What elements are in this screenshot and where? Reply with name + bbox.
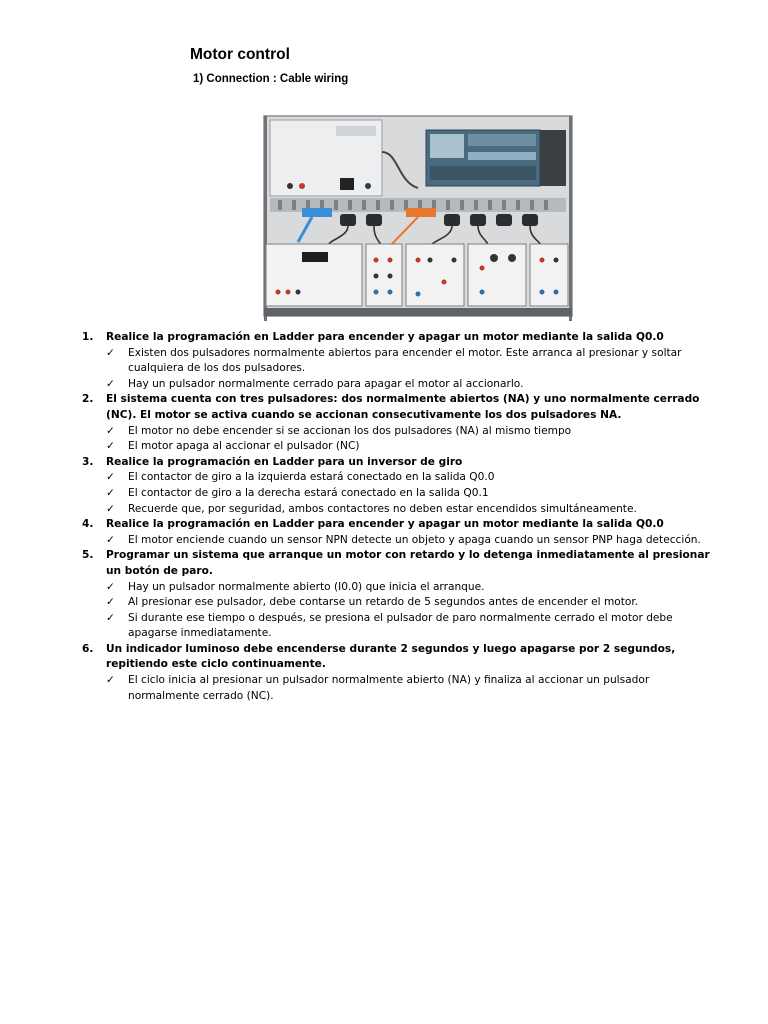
task-number: 3. bbox=[82, 455, 94, 468]
task-statement: Programar un sistema que arranque un motor con retardo y lo detenga inmediatamente al presionar un botón de paro. bbox=[106, 549, 710, 577]
io-modules bbox=[266, 244, 568, 306]
bullet-text: Existen dos pulsadores normalmente abiertos para encender el motor. Este arranca al presionar y soltar cualquiera de los dos pulsadores. bbox=[128, 346, 682, 375]
task-statement: Un indicador luminoso debe encenderse durante 2 segundos y luego apagarse por 2 segundos, repitiendo este ciclo continuamente. bbox=[106, 642, 676, 671]
task-statement: Realice la programación en Ladder para encender y apagar un motor mediante la salida Q0.0 bbox=[106, 518, 664, 531]
task-number: 2. bbox=[82, 393, 94, 406]
task-bullets bbox=[106, 580, 722, 642]
task-statement: Realice la programación en Ladder para un inversor de giro bbox=[106, 455, 463, 468]
task-bullets bbox=[106, 424, 722, 455]
task-item bbox=[82, 642, 722, 704]
bullet-text: El contactor de giro a la izquierda estará conectado en la salida Q0.0 bbox=[128, 471, 495, 484]
bullet-item bbox=[106, 580, 722, 596]
task-statement: El sistema cuenta con tres pulsadores: dos normalmente abiertos (NA) y uno normalmente cerrado (NC). El motor se activa cuando se accionan consecutivamente los dos pulsadores NA. bbox=[106, 393, 700, 421]
bullet-text: El motor no debe encender si se accionan los dos pulsadores (NA) al mismo tiempo bbox=[128, 424, 572, 437]
bullet-item bbox=[106, 377, 722, 393]
power-supply-module bbox=[270, 120, 382, 196]
bullet-text: Recuerde que, por seguridad, ambos contactores no deben estar encendidos simultáneamente. bbox=[128, 502, 637, 515]
task-item bbox=[82, 455, 722, 517]
task-statement: Realice la programación en Ladder para encender y apagar un motor mediante la salida Q0.0 bbox=[106, 331, 664, 343]
checkmark-icon: ✓ bbox=[106, 674, 115, 687]
bullet-item bbox=[106, 470, 722, 486]
checkmark-icon: ✓ bbox=[106, 533, 115, 546]
task-number: 1. bbox=[82, 331, 94, 343]
checkmark-icon: ✓ bbox=[106, 596, 115, 609]
task-number: 6. bbox=[82, 642, 94, 655]
task-number: 4. bbox=[82, 518, 94, 531]
checkmark-icon: ✓ bbox=[106, 502, 115, 515]
bullet-item bbox=[106, 611, 722, 642]
bullet-text: Hay un pulsador normalmente cerrado para apagar el motor al accionarlo. bbox=[128, 377, 524, 390]
checkmark-icon: ✓ bbox=[106, 377, 115, 390]
bullet-item bbox=[106, 346, 722, 377]
checkmark-icon: ✓ bbox=[106, 346, 115, 359]
bullet-text: Hay un pulsador normalmente abierto (I0.0) que inicia el arranque. bbox=[128, 580, 485, 593]
bullet-text: El motor apaga al accionar el pulsador (NC) bbox=[128, 440, 360, 453]
checkmark-icon: ✓ bbox=[106, 424, 115, 437]
bullet-text: Si durante ese tiempo o después, se presiona el pulsador de paro normalmente cerrado el motor debe apagarse inmediatamente. bbox=[128, 611, 673, 640]
task-bullets bbox=[106, 533, 722, 549]
bullet-item bbox=[106, 533, 722, 549]
task-number: 5. bbox=[82, 549, 94, 562]
checkmark-icon: ✓ bbox=[106, 611, 115, 624]
checkmark-icon: ✓ bbox=[106, 440, 115, 453]
bullet-text: El motor enciende cuando un sensor NPN detecte un objeto y apaga cuando un sensor PNP haga detección. bbox=[128, 533, 701, 546]
task-item bbox=[82, 517, 722, 548]
task-bullets bbox=[106, 673, 722, 704]
task-item bbox=[82, 548, 722, 642]
bullet-text: El ciclo inicia al presionar un pulsador normalmente abierto (NA) y finaliza al accionar un pulsador normalmente cerrado (NC). bbox=[128, 674, 650, 702]
checkmark-icon: ✓ bbox=[106, 580, 115, 593]
checkmark-icon: ✓ bbox=[106, 486, 115, 499]
checkmark-icon: ✓ bbox=[106, 471, 115, 484]
task-bullets bbox=[106, 470, 722, 517]
task-item bbox=[82, 392, 722, 454]
page-title: Motor control bbox=[190, 46, 290, 63]
trainer-panel-photo bbox=[258, 112, 578, 326]
bullet-item bbox=[106, 673, 722, 704]
bullet-item bbox=[106, 424, 722, 440]
plc-module bbox=[426, 130, 566, 186]
bullet-text: El contactor de giro a la derecha estará conectado en la salida Q0.1 bbox=[128, 486, 489, 499]
bullet-item bbox=[106, 595, 722, 611]
task-item bbox=[82, 330, 722, 392]
bullet-item bbox=[106, 439, 722, 455]
section-subtitle: 1) Connection : Cable wiring bbox=[193, 73, 349, 85]
task-list bbox=[82, 330, 722, 704]
bullet-item bbox=[106, 502, 722, 518]
bullet-text: Al presionar ese pulsador, debe contarse un retardo de 5 segundos antes de encender el motor. bbox=[128, 596, 639, 609]
bullet-item bbox=[106, 486, 722, 502]
task-bullets bbox=[106, 346, 722, 393]
